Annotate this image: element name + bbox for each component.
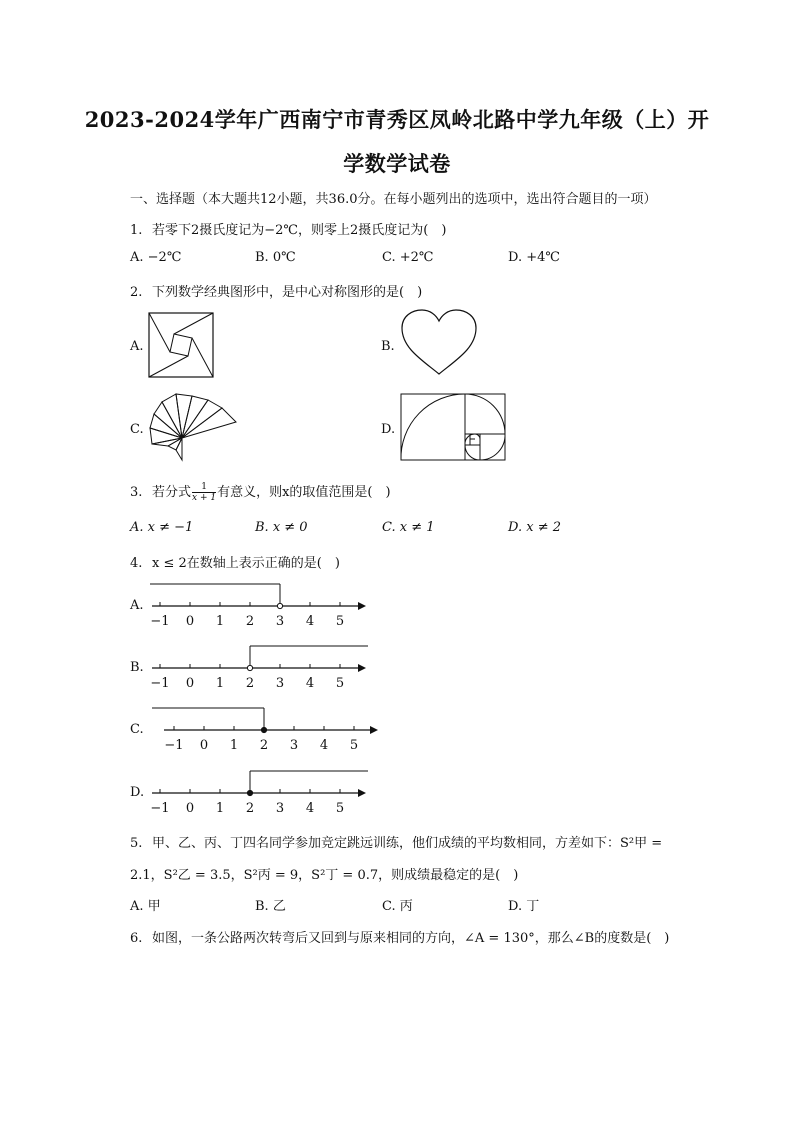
- question-stem: 若零下2摄氏度记为−2℃，则零上2摄氏度记为( ): [152, 223, 447, 238]
- tick-label: 0: [199, 738, 209, 752]
- q5-option-a[interactable]: A. 甲: [130, 899, 161, 914]
- tick-label: 2: [245, 614, 255, 628]
- q1-option-a[interactable]: A. −2℃: [130, 250, 182, 265]
- q5-option-d[interactable]: D. 丁: [508, 899, 540, 914]
- q3-option-c[interactable]: C. x ≠ 1: [382, 520, 435, 535]
- fraction: [192, 482, 216, 503]
- section-header: 一、选择题（本大题共12小题，共36.0分。在每小题列出的选项中，选出符合题目的一项）: [130, 192, 657, 207]
- q3-option-b[interactable]: B. x ≠ 0: [255, 520, 308, 535]
- open-point: [277, 603, 282, 608]
- tick-label: 5: [335, 801, 345, 815]
- question-stem: 甲、乙、丙、丁四名同学参加竞定跳远训练，他们成绩的平均数相同，方差如下：S²甲 =: [152, 836, 663, 851]
- fraction-numerator: 1: [192, 482, 216, 493]
- axis-arrow: [358, 602, 366, 610]
- q1-option-b[interactable]: B. 0℃: [255, 250, 296, 265]
- q2-option-b-label[interactable]: B.: [381, 339, 395, 354]
- axis-arrow: [370, 726, 378, 734]
- q2-figure-heart: [398, 308, 480, 378]
- question-number: 3.: [130, 485, 143, 500]
- tick-label: 3: [275, 614, 285, 628]
- tick-label: 5: [349, 738, 359, 752]
- q2-option-a-label[interactable]: A.: [130, 339, 144, 354]
- open-point: [247, 665, 252, 670]
- tick-label: −1: [150, 801, 170, 815]
- tick-label: 1: [215, 614, 225, 628]
- fraction-denominator: x + 1: [192, 493, 217, 503]
- question-stem: x ≤ 2在数轴上表示正确的是( ): [152, 556, 340, 571]
- tick-label: 2: [245, 676, 255, 690]
- q4-number-line-b: [146, 640, 376, 690]
- q4-number-line-d: [146, 765, 376, 815]
- q2-figure-spiral-triangles: [146, 392, 240, 464]
- question-stem: 下列数学经典图形中，是中心对称图形的是( ): [152, 285, 423, 300]
- question-number: 2.: [130, 285, 143, 300]
- solid-point: [261, 727, 266, 732]
- question-1: [130, 219, 446, 238]
- axis-arrow: [358, 664, 366, 672]
- question-number: 6.: [130, 931, 143, 946]
- tick-label: −1: [150, 676, 170, 690]
- tick-label: 3: [275, 676, 285, 690]
- question-number: 5.: [130, 836, 143, 851]
- tick-label: 5: [335, 614, 345, 628]
- question-6: [130, 927, 669, 946]
- tick-label: 4: [305, 614, 315, 628]
- q4-option-a-label[interactable]: A.: [130, 598, 144, 613]
- tick-label: −1: [164, 738, 184, 752]
- q2-option-d-label[interactable]: D.: [381, 422, 396, 437]
- tick-label: 3: [275, 801, 285, 815]
- q3-option-a[interactable]: A. x ≠ −1: [130, 520, 194, 535]
- question-stem-post: 有意义，则x的取值范围是( ): [217, 485, 391, 500]
- tick-label: 0: [185, 676, 195, 690]
- q4-number-line-c: [146, 702, 386, 752]
- solid-point: [247, 790, 252, 795]
- question-stem-pre: 若分式: [152, 485, 192, 500]
- tick-label: −1: [150, 614, 170, 628]
- tick-label: 2: [245, 801, 255, 815]
- question-5-line1: [130, 832, 662, 851]
- tick-label: 1: [229, 738, 239, 752]
- q1-option-d[interactable]: D. +4℃: [508, 250, 560, 265]
- question-3: [130, 481, 391, 503]
- exam-title-line1: 2023-2024学年广西南宁市青秀区凤岭北路中学九年级（上）开: [84, 107, 710, 132]
- q2-figure-pinwheel-square: [148, 312, 214, 378]
- question-2: [130, 281, 422, 300]
- q5-option-b[interactable]: B. 乙: [255, 899, 286, 914]
- q4-option-d-label[interactable]: D.: [130, 785, 145, 800]
- q4-option-c-label[interactable]: C.: [130, 722, 144, 737]
- q4-option-b-label[interactable]: B.: [130, 660, 144, 675]
- question-5-line2: 2.1，S²乙 = 3.5，S²丙 = 9，S²丁 = 0.7，则成绩最稳定的是( ): [130, 868, 519, 883]
- q4-number-line-a: [146, 578, 376, 628]
- question-4: [130, 552, 340, 571]
- tick-label: 0: [185, 801, 195, 815]
- tick-label: 3: [289, 738, 299, 752]
- tick-label: 5: [335, 676, 345, 690]
- tick-label: 4: [319, 738, 329, 752]
- question-number: 4.: [130, 556, 143, 571]
- q1-option-c[interactable]: C. +2℃: [382, 250, 434, 265]
- q2-option-c-label[interactable]: C.: [130, 422, 144, 437]
- tick-label: 1: [215, 676, 225, 690]
- question-stem: 如图，一条公路两次转弯后又回到与原来相同的方向，∠A = 130°，那么∠B的度数是( ): [152, 931, 670, 946]
- q3-option-d[interactable]: D. x ≠ 2: [508, 520, 561, 535]
- exam-title-line2: 学数学试卷: [343, 151, 451, 176]
- tick-label: 4: [305, 801, 315, 815]
- q2-figure-golden-spiral: [400, 393, 506, 461]
- tick-label: 2: [259, 738, 269, 752]
- tick-label: 0: [185, 614, 195, 628]
- axis-arrow: [358, 789, 366, 797]
- tick-label: 1: [215, 801, 225, 815]
- tick-label: 4: [305, 676, 315, 690]
- question-number: 1.: [130, 223, 143, 238]
- q5-option-c[interactable]: C. 丙: [382, 899, 413, 914]
